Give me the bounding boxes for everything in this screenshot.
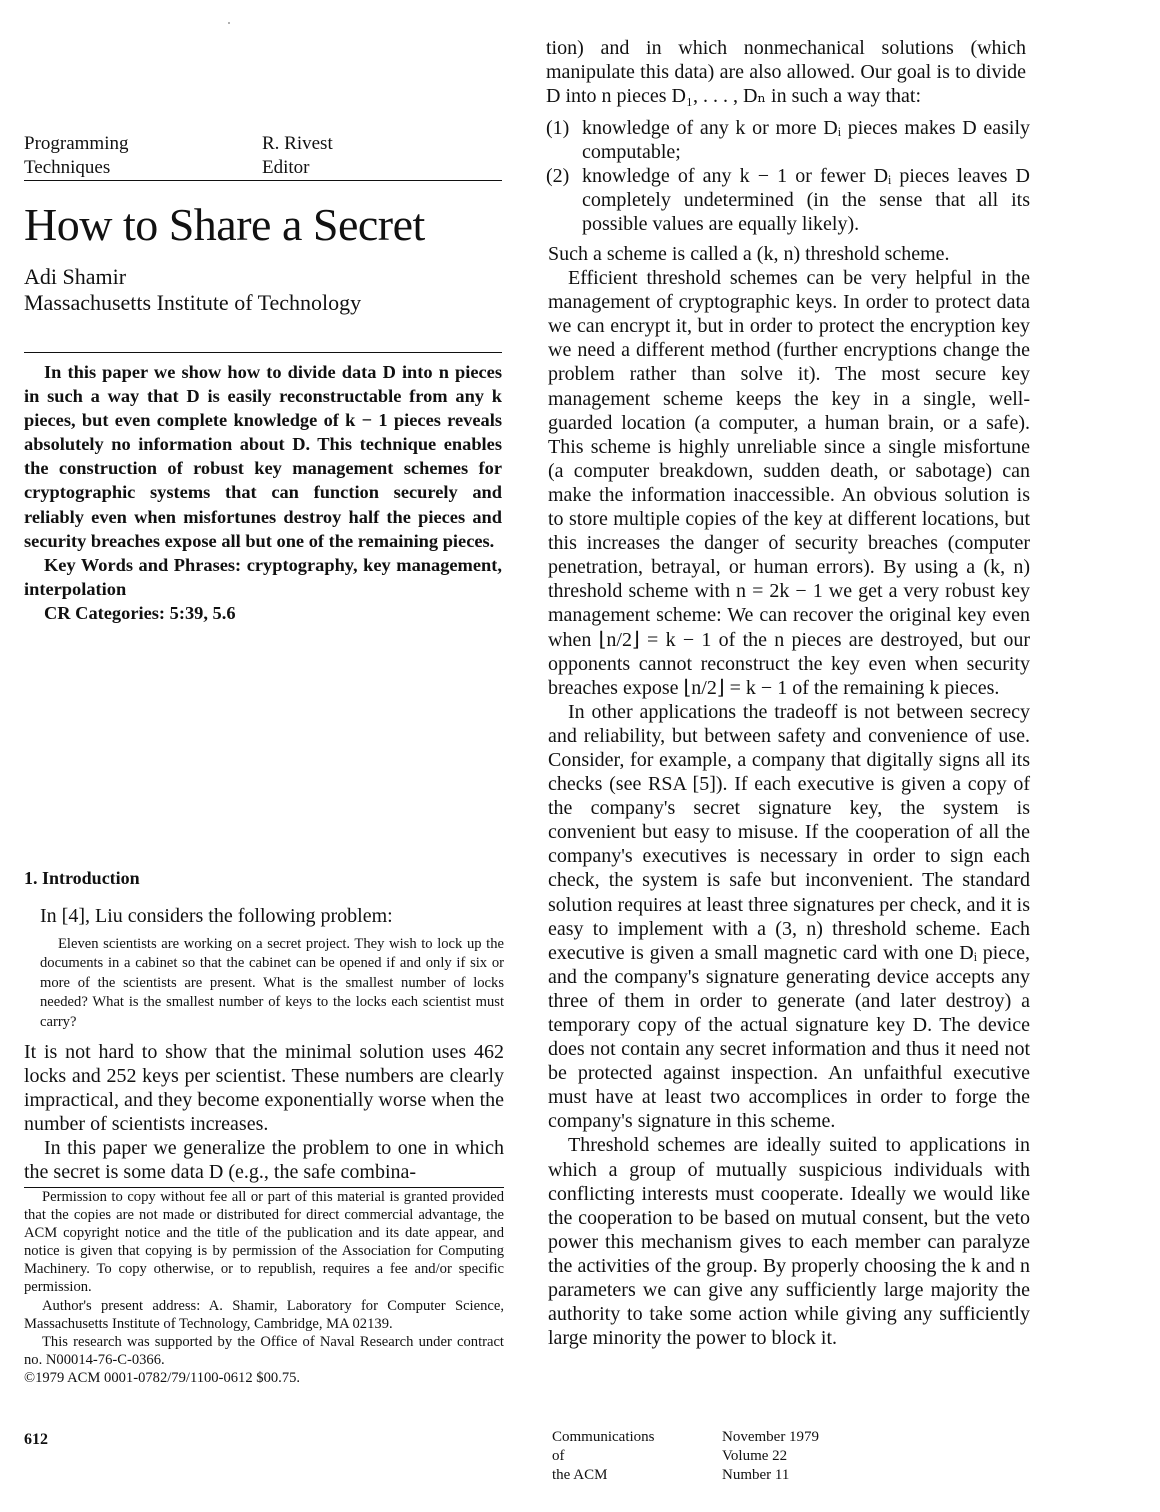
journal-line-1: Communications <box>552 1429 655 1445</box>
issue-volume: Volume 22 <box>722 1448 788 1464</box>
requirement-text-2: knowledge of any k − 1 or fewer Dᵢ pieces leaves D completely undetermined (in the sense that all its possible values are equally likely). <box>582 165 1030 235</box>
editor-label <box>262 132 482 180</box>
right-column-body <box>548 242 1030 1350</box>
journal-line-2: of <box>552 1448 565 1464</box>
journal-line-3: the ACM <box>552 1467 608 1483</box>
author-name: Adi Shamir <box>24 264 127 289</box>
intro-paragraph-1: It is not hard to show that the minimal solution uses 462 locks and 252 keys per scientist. These numbers are clearly impractical, and they become exponentially worse when the number of scientists increases. <box>24 1041 504 1135</box>
page-number: 612 <box>24 1431 48 1448</box>
abstract-cr-categories: CR Categories: 5:39, 5.6 <box>44 602 236 623</box>
author-affiliation: Massachusetts Institute of Technology <box>24 290 362 315</box>
requirement-text-1: knowledge of any k or more Dᵢ pieces makes D easily computable; <box>582 117 1030 163</box>
intro-lead: In [4], Liu considers the following problem: <box>40 905 393 927</box>
section-heading: 1. Introduction <box>24 868 140 888</box>
department-label <box>24 132 244 180</box>
issue-info <box>722 1428 882 1485</box>
department-line-1: Programming <box>24 133 129 154</box>
requirement-number-1: (1) <box>546 117 570 139</box>
editor-name: R. Rivest <box>262 133 333 154</box>
journal-name <box>552 1428 712 1485</box>
requirement-item-1 <box>546 116 1030 164</box>
abstract-rule <box>24 352 502 353</box>
intro-paragraph-2: In this paper we generalize the problem to one in which the secret is some data D (e.g., the safe combina- <box>24 1137 504 1183</box>
quote-text: Eleven scientists are working on a secret project. They wish to lock up the documents in a cabinet so that the cabinet can be opened if and only if six or more of the scientists are present. What is the smallest number of locks needed? What is the smallest number of keys to the locks each scientist must carry? <box>40 936 504 1030</box>
issue-date: November 1979 <box>722 1429 820 1445</box>
footnote-support: This research was supported by the Office of Naval Research under contract no. N00014-76-C-0366. <box>24 1333 504 1368</box>
scheme-definition: Such a scheme is called a (k, n) threshold scheme. <box>548 243 950 265</box>
footnotes <box>24 1188 504 1387</box>
footnote-copyright: ©1979 ACM 0001-0782/79/1100-0612 $00.75. <box>24 1369 301 1386</box>
department-line-2: Techniques <box>24 157 111 178</box>
scan-speck <box>228 22 230 24</box>
footnote-address: Author's present address: A. Shamir, Laboratory for Computer Science, Massachusetts Institute of Technology, Cambridge, MA 02139. <box>24 1297 504 1332</box>
requirements-list <box>546 116 1030 236</box>
liu-problem-quote <box>40 935 504 1032</box>
abstract <box>24 360 502 625</box>
intro-body <box>24 1040 504 1184</box>
header-rule <box>24 180 502 181</box>
paragraph-mutual-suspicion: Threshold schemes are ideally suited to applications in which a group of mutually suspicious individuals with conflicting interests must cooperate. Ideally we would like the cooperation to be based on mutual consent, but the veto power this mechanism gives to each member can paralyze the activities of the group. By properly choosing the k and n parameters we can give any sufficiently large majority the authority to take some action while giving any sufficiently large minority the power to block it. <box>548 1134 1030 1350</box>
abstract-keywords: Key Words and Phrases: cryptography, key management, interpolation <box>24 554 502 599</box>
right-column-continuation <box>546 36 1026 108</box>
issue-number: Number 11 <box>722 1467 790 1483</box>
paper-title: How to Share a Secret <box>24 199 425 250</box>
footnote-permission: Permission to copy without fee all or part of this material is granted provided that the copies are not made or distributed for direct commercial advantage, the ACM copyright notice and the title of the publication and its date appear, and notice is given that copying is by permission of the Association for Computing Machinery. To copy otherwise, or to republish, requires a fee and/or specific permission. <box>24 1189 504 1296</box>
continuation-text: tion) and in which nonmechanical solutions (which manipulate this data) are also allowed. Our goal is to divide D into n pieces D₁, . . . , Dₙ in such a way that: <box>546 37 1026 107</box>
paragraph-key-management: Efficient threshold schemes can be very helpful in the management of cryptographic keys. In order to protect data we can encrypt it, but in order to protect the encryption key we need a different method (further encryptions change the problem rather than solve it). The most secure key management scheme keeps the key in a single, well-guarded location (a computer, a human brain, or a safe). This scheme is highly unreliable since a single misfortune (a computer breakdown, sudden death, or sabotage) can make the information inaccessible. An obvious solution is to store multiple copies of the key at different locations, but this increases the danger of security breaches (computer penetration, betrayal, or human errors). By using a (k, n) threshold scheme with n = 2k − 1 we get a very robust key management scheme: We can recover the original key even when ⌊n/2⌋ = k − 1 of the n pieces are destroyed, but our opponents cannot reconstruct the key even when security breaches expose ⌊n/2⌋ = k − 1 of the remaining k pieces. <box>548 267 1030 699</box>
editor-role: Editor <box>262 157 310 178</box>
abstract-text: In this paper we show how to divide data D into n pieces in such a way that D is easily reconstructable from any k pieces, but even complete knowledge of k − 1 pieces reveals absolutely no information about D. This technique enables the construction of robust key management schemes for cryptographic systems that can function securely and reliably even when misfortunes destroy half the pieces and security breaches expose all but one of the remaining pieces. <box>24 362 502 551</box>
author-block <box>24 264 504 316</box>
requirement-number-2: (2) <box>546 165 570 187</box>
requirement-item-2 <box>546 164 1030 236</box>
paragraph-tradeoff: In other applications the tradeoff is not between secrecy and reliability, but between safety and convenience of use. Consider, for example, a company that digitally signs all its checks (see RSA [5]). If each executive is given a copy of the company's secret signature key, the system is convenient but easy to misuse. If the cooperation of all the company's executives is necessary in order to sign each check, the system is safe but inconvenient. The standard solution requires at least three signatures per check, and it is easy to implement with a (3, n) threshold scheme. Each executive is given a small magnetic card with one Dᵢ piece, and the company's signature generating device accepts any three of them in order to generate (and later destroy) a temporary copy of the actual signature key D. The device does not contain any secret information and thus it need not be protected against inspection. An unfaithful executive must have at least two accomplices in order to forge the company's signature in this scheme. <box>548 700 1030 1133</box>
